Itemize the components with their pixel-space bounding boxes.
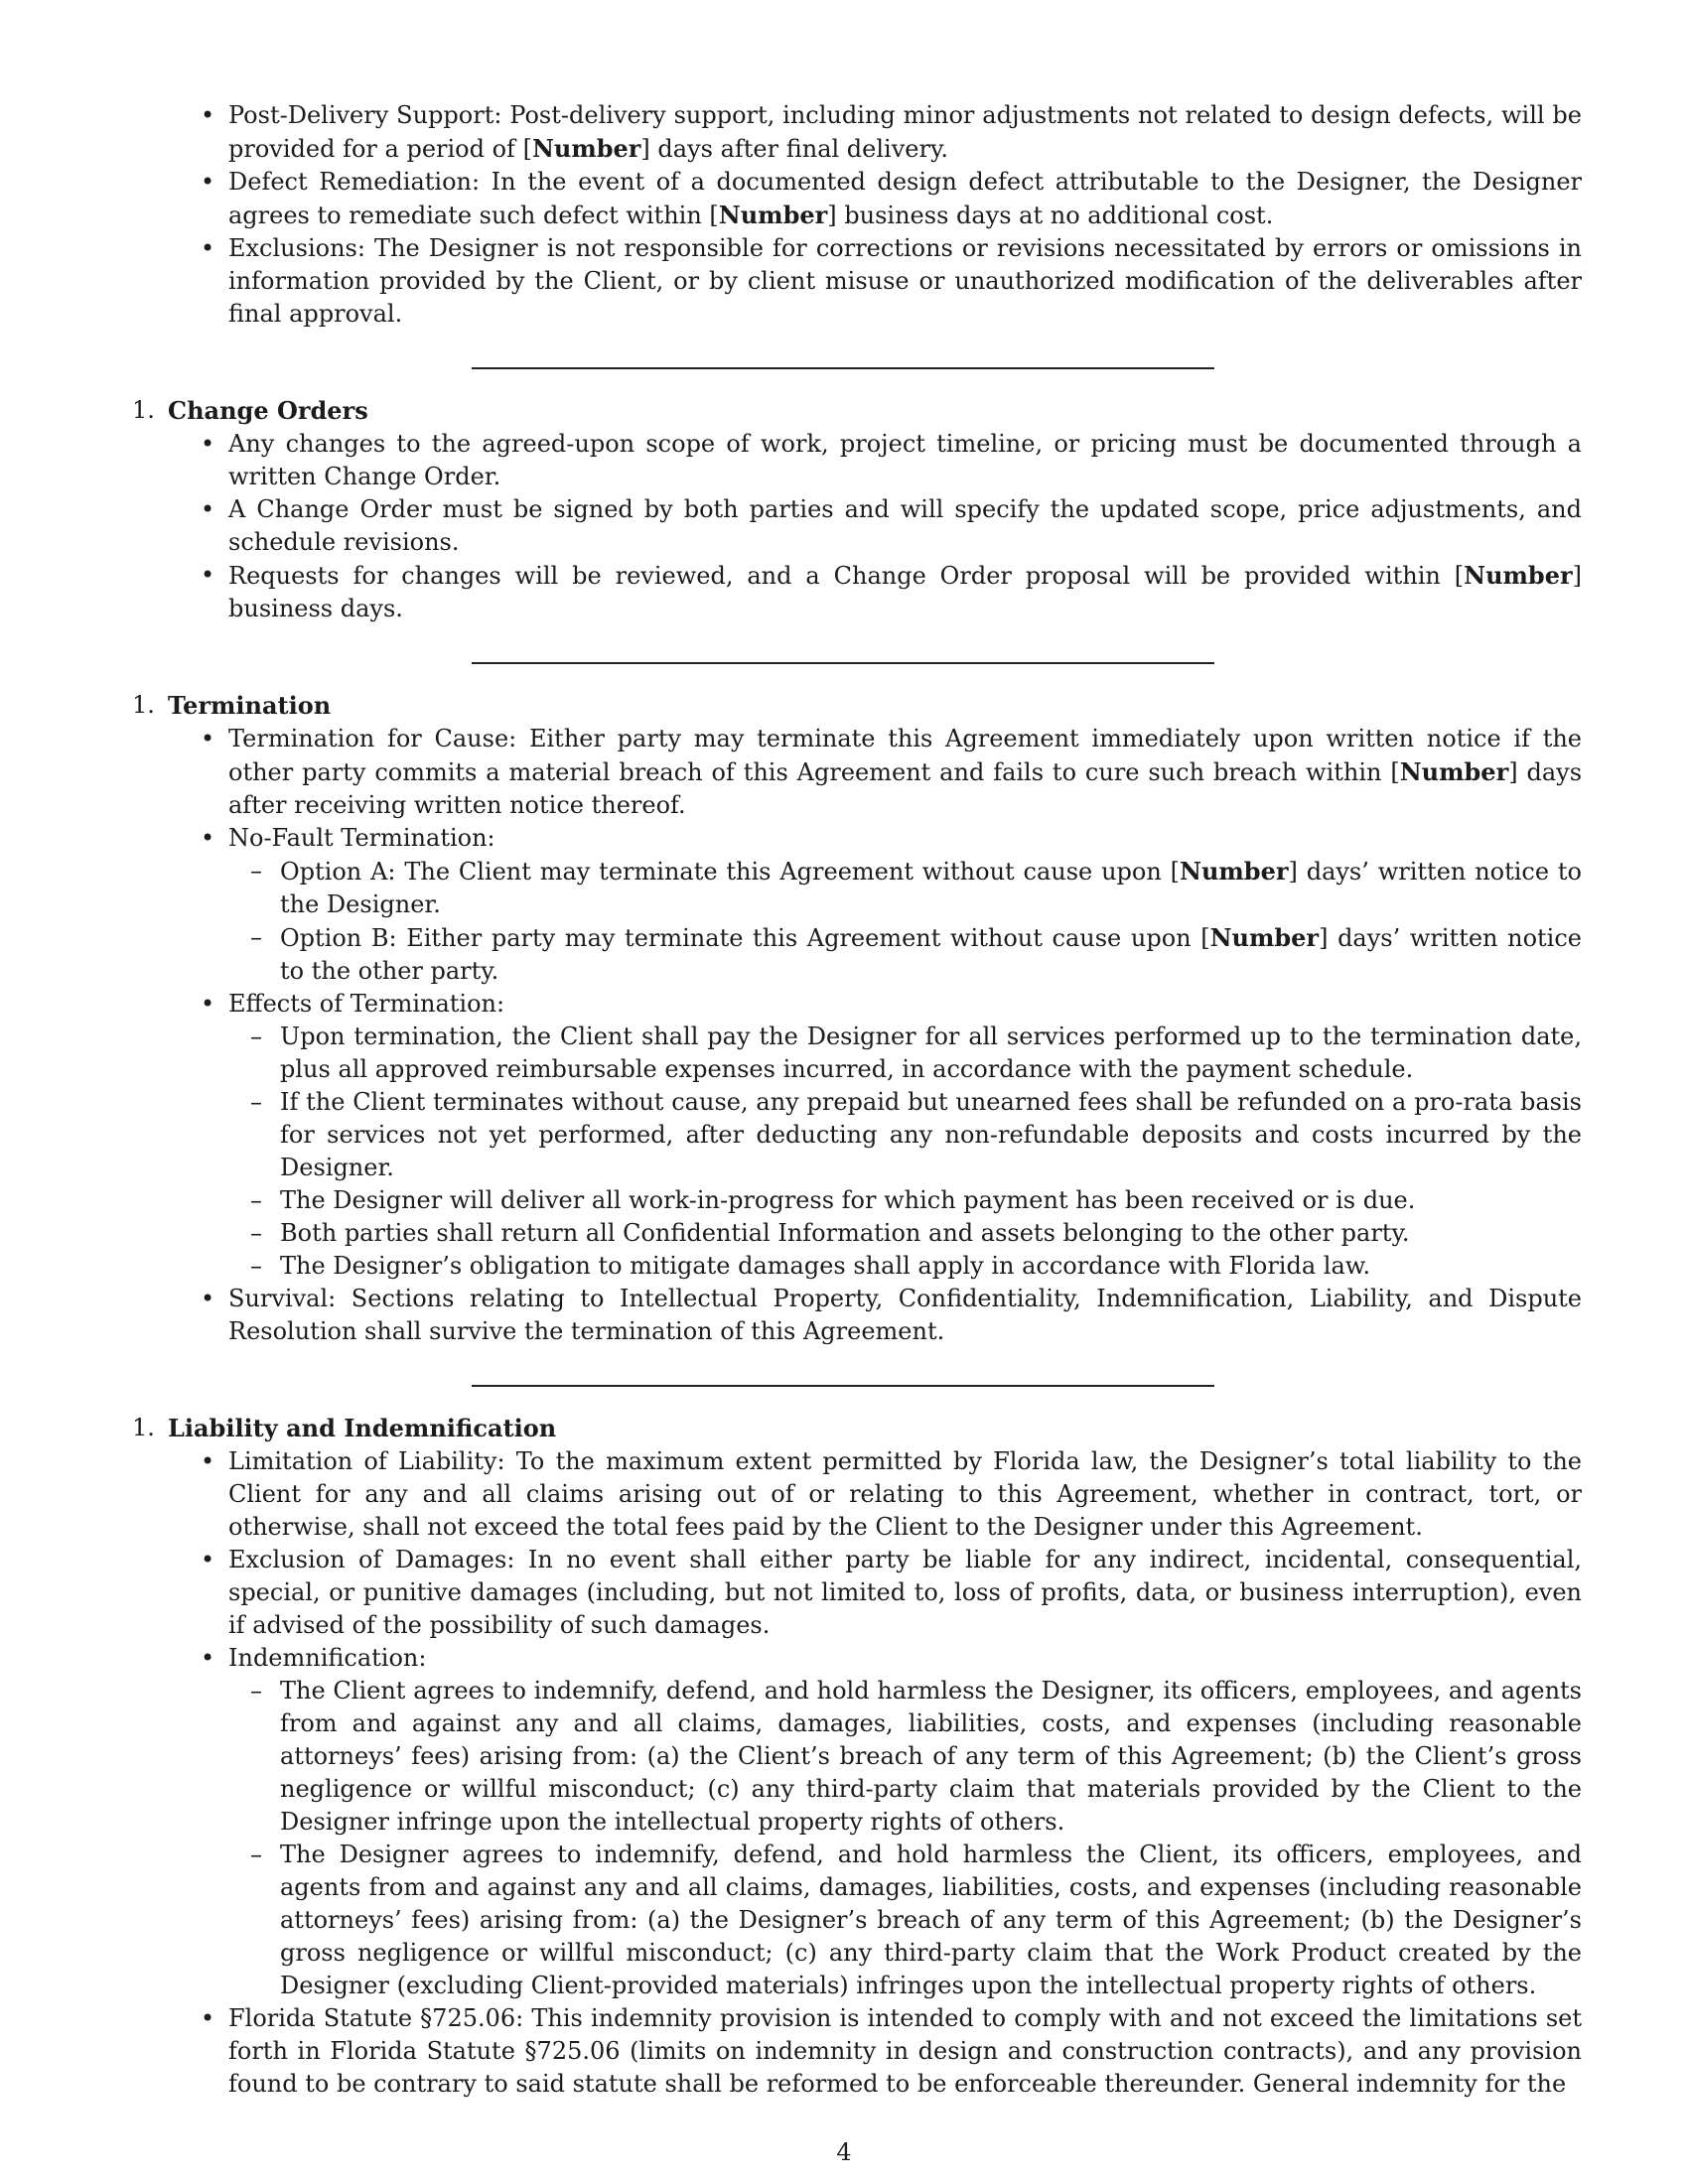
list-item: • A Change Order must be signed by both parties and will specify the updated scope, price adjustments, and schedule revisions. bbox=[228, 493, 1582, 559]
section-number: 1. bbox=[132, 396, 155, 424]
no-fault-options bbox=[228, 855, 1582, 988]
section-heading-change-orders bbox=[132, 394, 1582, 428]
page-number: 4 bbox=[836, 2138, 852, 2166]
sub-list-item: – The Designer’s obligation to mitigate damages shall apply in accordance with Florida law. bbox=[280, 1250, 1582, 1283]
list-item-post-delivery-support: • Post-Delivery Support: Post-delivery support, including minor adjustments not related to design defects, will be provided for a period of [Number] days after final delivery. bbox=[228, 99, 1582, 166]
sub-list-item: – Option A: The Client may terminate this Agreement without cause upon [Number] days’ written notice to the Designer. bbox=[280, 855, 1582, 921]
list-item-effects-of-termination: • Effects of Termination: – Upon termination, the Client shall pay the Designer for all services performed up to the termination date, plus all approved reimbursable expenses incurred, in accordance with the payment schedule. – If the Client terminates without cause, any prepaid but unearned fees shall be refunded on a pro-rata basis for services not yet performed, after deducting any non-refundable deposits and costs incurred by the Designer. – The Designer will deliver all work-in-progress for which payment has been received or is due. – Both parties shall return all Confidential Information and assets belonging to the other party. – The Designer’s obligation to mitigate damages shall apply in accordance with Florida law. bbox=[228, 988, 1582, 1283]
section-heading-termination bbox=[132, 689, 1582, 723]
list-item-exclusion-of-damages: • Exclusion of Damages: In no event shall either party be liable for any indirect, incidental, consequential, special, or punitive damages (including, but not limited to, loss of profits, data, or business interruption), even if advised of the possibility of such damages. bbox=[228, 1544, 1582, 1642]
section-title: Change Orders bbox=[168, 396, 368, 425]
indemnification-list bbox=[228, 1675, 1582, 2002]
change-orders-list bbox=[132, 428, 1582, 625]
effects-list bbox=[228, 1021, 1582, 1283]
section-divider bbox=[472, 662, 1214, 664]
support-list bbox=[132, 99, 1582, 331]
list-item-defect-remediation: • Defect Remediation: In the event of a documented design defect attributable to the Designer, the Designer agrees to remediate such defect within [Number] business days at no additional cost. bbox=[228, 166, 1582, 232]
list-item-termination-for-cause: • Termination for Cause: Either party may terminate this Agreement immediately upon written notice if the other party commits a material breach of this Agreement and fails to cure such breach within [Number] days after receiving written notice thereof. bbox=[228, 723, 1582, 822]
liability-list bbox=[132, 1445, 1582, 2101]
list-item-survival: • Survival: Sections relating to Intellectual Property, Confidentiality, Indemnification, Liability, and Dispute Resolution shall survive the termination of this Agreement. bbox=[228, 1283, 1582, 1348]
sub-list-item: – The Client agrees to indemnify, defend, and hold harmless the Designer, its officers, employees, and agents from and against any and all claims, damages, liabilities, costs, and expenses (including reasonable attorneys’ fees) arising from: (a) the Client’s breach of any term of this Agreement; (b) the Client’s gross negligence or willful misconduct; (c) any third-party claim that materials provided by the Client to the Designer infringe upon the intellectual property rights of others. bbox=[280, 1675, 1582, 1839]
list-item-florida-statute: • Florida Statute §725.06: This indemnity provision is intended to comply with and not exceed the limitations set forth in Florida Statute §725.06 (limits on indemnity in design and construction contracts), and any provision found to be contrary to said statute shall be reformed to be enforceable thereunder. General indemnity for the bbox=[228, 2002, 1582, 2101]
sub-list-item: – Option B: Either party may terminate this Agreement without cause upon [Number] days’ written notice to the other party. bbox=[280, 921, 1582, 988]
list-item: • Requests for changes will be reviewed, and a Change Order proposal will be provided within [Number] business days. bbox=[228, 559, 1582, 625]
sub-list-item: – If the Client terminates without cause, any prepaid but unearned fees shall be refunded on a pro-rata basis for services not yet performed, after deducting any non-refundable deposits and costs incurred by the Designer. bbox=[280, 1086, 1582, 1184]
list-item-indemnification: • Indemnification: – The Client agrees to indemnify, defend, and hold harmless the Designer, its officers, employees, and agents from and against any and all claims, damages, liabilities, costs, and expenses (including reasonable attorneys’ fees) arising from: (a) the Client’s breach of any term of this Agreement; (b) the Client’s gross negligence or willful misconduct; (c) any third-party claim that materials provided by the Client to the Designer infringe upon the intellectual property rights of others. – The Designer agrees to indemnify, defend, and hold harmless the Client, its officers, employees, and agents from and against any and all claims, damages, liabilities, costs, and expenses (including reasonable attorneys’ fees) arising from: (a) the Designer’s breach of any term of this Agreement; (b) the Designer’s gross negligence or willful misconduct; (c) any third-party claim that the Work Product created by the Designer (excluding Client-provided materials) infringes upon the intellectual property rights of others. bbox=[228, 1642, 1582, 2002]
list-item-no-fault-termination: • No-Fault Termination: – Option A: The Client may terminate this Agreement without cause upon [Number] days’ written notice to the Designer. – Option B: Either party may terminate this Agreement without cause upon [Number] days’ written notice to the other party. bbox=[228, 822, 1582, 988]
section-heading-liability bbox=[132, 1412, 1582, 1445]
sub-list-item: – Upon termination, the Client shall pay the Designer for all services performed up to the termination date, plus all approved reimbursable expenses incurred, in accordance with the payment schedule. bbox=[280, 1021, 1582, 1086]
section-number: 1. bbox=[132, 1414, 155, 1441]
sub-list-item: – Both parties shall return all Confidential Information and assets belonging to the other party. bbox=[280, 1217, 1582, 1250]
section-divider bbox=[472, 367, 1214, 369]
termination-list bbox=[132, 723, 1582, 1348]
list-item: • Any changes to the agreed-upon scope of work, project timeline, or pricing must be documented through a written Change Order. bbox=[228, 428, 1582, 493]
sub-list-item: – The Designer will deliver all work-in-progress for which payment has been received or is due. bbox=[280, 1184, 1582, 1217]
list-item-limitation-of-liability: • Limitation of Liability: To the maximum extent permitted by Florida law, the Designer’s total liability to the Client for any and all claims arising out of or relating to this Agreement, whether in contract, tort, or otherwise, shall not exceed the total fees paid by the Client to the Designer under this Agreement. bbox=[228, 1445, 1582, 1544]
sub-list-item: – The Designer agrees to indemnify, defend, and hold harmless the Client, its officers, employees, and agents from and against any and all claims, damages, liabilities, costs, and expenses (including reasonable attorneys’ fees) arising from: (a) the Designer’s breach of any term of this Agreement; (b) the Designer’s gross negligence or willful misconduct; (c) any third-party claim that the Work Product created by the Designer (excluding Client-provided materials) infringes upon the intellectual property rights of others. bbox=[280, 1839, 1582, 2002]
section-title: Termination bbox=[168, 691, 332, 720]
page-content bbox=[132, 99, 1582, 2101]
list-item-exclusions: • Exclusions: The Designer is not responsible for corrections or revisions necessitated by errors or omissions in information provided by the Client, or by client misuse or unauthorized modification of the deliverables after final approval. bbox=[228, 232, 1582, 331]
section-divider bbox=[472, 1385, 1214, 1387]
section-number: 1. bbox=[132, 691, 155, 719]
section-title: Liability and Indemnification bbox=[168, 1414, 557, 1442]
